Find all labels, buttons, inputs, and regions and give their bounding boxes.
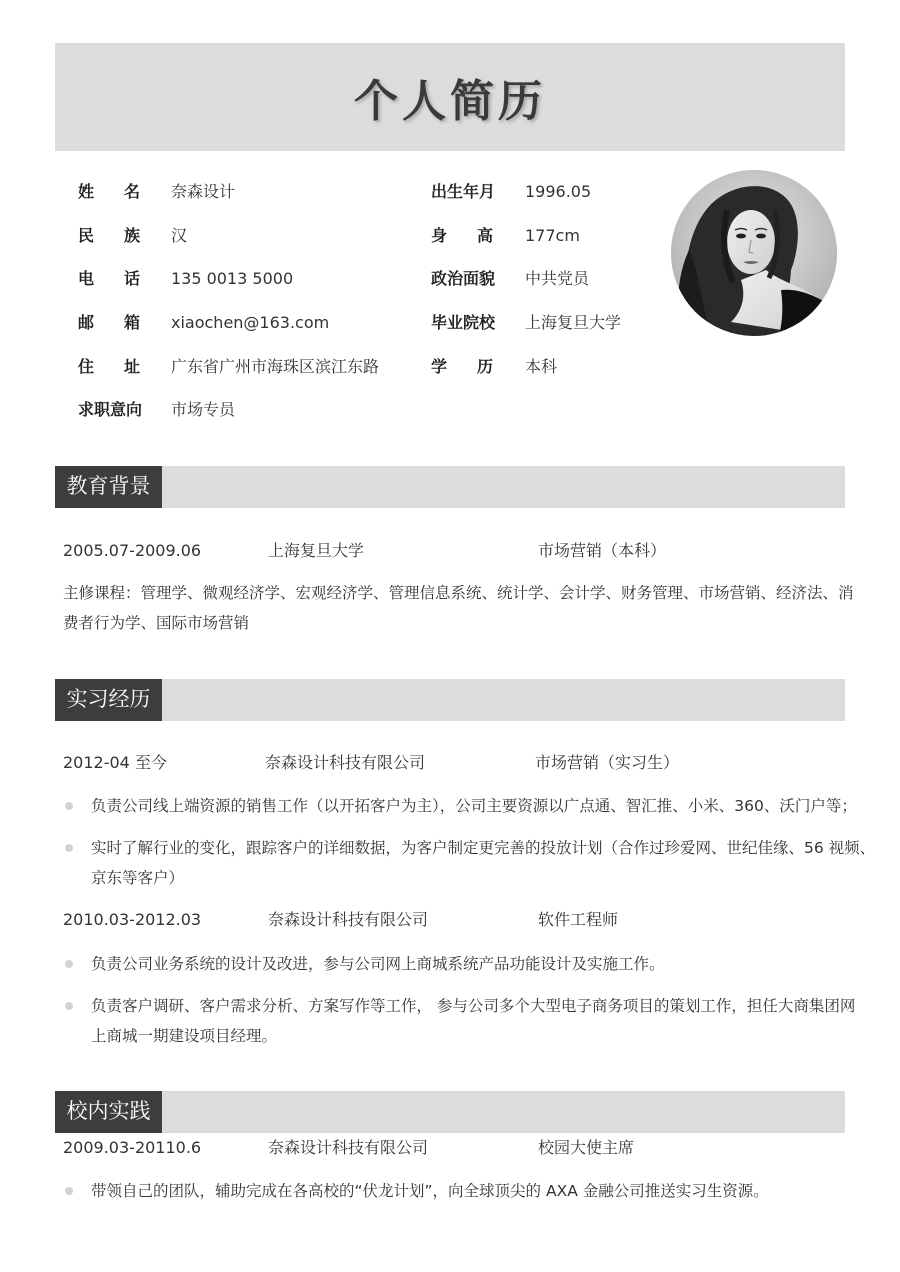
info-label-email-text-char-1: 箱 xyxy=(123,313,140,332)
info-row-objective xyxy=(0,395,420,425)
info-label-birth: 出生年月 xyxy=(431,182,496,201)
info-label-degree xyxy=(431,352,493,382)
section-heading-education: 教育背景 xyxy=(55,466,162,508)
info-row-school xyxy=(0,308,660,338)
info-value-politics: 中共党员 xyxy=(525,269,590,288)
job1-bullet2-line2: 京东等客户） xyxy=(91,869,185,887)
bullet-dot xyxy=(65,1002,73,1010)
info-value-objective: 市场专员 xyxy=(171,400,236,419)
campus-period: 2009.03-20110.6 xyxy=(63,1138,202,1157)
info-label-objective: 求职意向 xyxy=(78,400,143,419)
campus-bullet: 带领自己的团队，辅助完成在各高校的“伏龙计划”，向全球顶尖的 AXA 金融公司推送实习生资源。 xyxy=(91,1182,769,1200)
info-value-height: 177cm xyxy=(525,226,580,245)
info-label-ethnicity-text-char-1: 族 xyxy=(123,226,140,245)
info-row-politics xyxy=(0,264,660,294)
section-bar-education xyxy=(55,466,845,508)
info-row-birth xyxy=(0,177,660,207)
info-label-email-text-char-0: 邮 xyxy=(78,313,95,332)
campus-company: 奈森设计科技有限公司 xyxy=(268,1138,429,1157)
info-value-address: 广东省广州市海珠区滨江东路 xyxy=(171,357,380,376)
info-row-height xyxy=(0,221,660,251)
job2-bullet1-line1: 负责公司业务系统的设计及改进，参与公司网上商城系统产品功能设计及实施工作。 xyxy=(91,955,665,973)
info-value-email: xiaochen@163.com xyxy=(171,313,330,332)
profile-photo xyxy=(671,170,837,336)
section-heading-campus: 校内实践 xyxy=(55,1091,162,1133)
info-label-degree-text-char-1: 历 xyxy=(476,357,493,376)
page-title: 个人简历 xyxy=(354,76,546,127)
info-label-name-text-char-1: 名 xyxy=(123,182,140,201)
info-label-ethnicity-text-char-0: 民 xyxy=(78,226,95,245)
bullet-dot xyxy=(65,960,73,968)
education-period: 2005.07-2009.06 xyxy=(63,541,202,560)
job2-period: 2010.03-2012.03 xyxy=(63,910,202,929)
info-label-degree-text-char-0: 学 xyxy=(431,357,448,376)
campus-role: 校园大使主席 xyxy=(538,1138,635,1157)
info-label-height-text-char-1: 高 xyxy=(476,226,493,245)
job1-period: 2012-04 至今 xyxy=(63,753,167,772)
bullet-dot xyxy=(65,844,73,852)
info-label-name-text-char-0: 姓 xyxy=(78,182,95,201)
job1-company: 奈森设计科技有限公司 xyxy=(265,753,426,772)
education-school: 上海复旦大学 xyxy=(268,541,365,560)
job2-bullet2-line2: 上商城一期建设项目经理。 xyxy=(91,1027,278,1045)
job1-bullet2-line1: 实时了解行业的变化，跟踪客户的详细数据，为客户制定更完善的投放计划（合作过珍爱网、世纪佳缘、56 视频、 xyxy=(91,839,876,857)
info-value-name: 奈森设计 xyxy=(171,182,236,201)
bullet-dot xyxy=(65,1187,73,1195)
bullet-dot xyxy=(65,802,73,810)
info-value-school: 上海复旦大学 xyxy=(525,313,622,332)
education-major: 市场营销（本科） xyxy=(538,541,667,560)
section-heading-internship: 实习经历 xyxy=(55,679,162,721)
info-label-phone-text-char-0: 电 xyxy=(78,269,95,288)
section-bar-internship xyxy=(55,679,845,721)
info-value-degree: 本科 xyxy=(525,357,558,376)
info-label-politics: 政治面貌 xyxy=(431,269,496,288)
education-courses-line2: 费者行为学、国际市场营销 xyxy=(63,614,250,632)
job1-role: 市场营销（实习生） xyxy=(535,753,680,772)
info-row-degree xyxy=(0,352,660,382)
info-value-phone: 135 0013 5000 xyxy=(171,269,294,288)
info-label-school: 毕业院校 xyxy=(431,313,496,332)
info-label-phone-text-char-1: 话 xyxy=(123,269,140,288)
title-bar xyxy=(55,43,845,151)
info-label-height-text-char-0: 身 xyxy=(431,226,448,245)
education-courses-line1: 主修课程：管理学、微观经济学、宏观经济学、管理信息系统、统计学、会计学、财务管理、市场营销、经济法、消 xyxy=(63,584,854,602)
info-value-birth: 1996.05 xyxy=(525,182,592,201)
job2-role: 软件工程师 xyxy=(538,910,619,929)
info-label-address-text-char-0: 住 xyxy=(78,357,95,376)
info-value-ethnicity: 汉 xyxy=(171,226,188,245)
job2-bullet2-line1: 负责客户调研、客户需求分析、方案写作等工作， 参与公司多个大型电子商务项目的策划工作，担任大商集团网 xyxy=(91,997,856,1015)
job1-bullet1-line1: 负责公司线上端资源的销售工作（以开拓客户为主），公司主要资源以广点通、智汇推、小米、360、沃门户等； xyxy=(91,797,857,815)
info-label-address-text-char-1: 址 xyxy=(123,357,140,376)
job2-company: 奈森设计科技有限公司 xyxy=(268,910,429,929)
info-label-height xyxy=(431,221,493,251)
portrait-illustration xyxy=(671,170,837,336)
section-bar-campus xyxy=(55,1091,845,1133)
